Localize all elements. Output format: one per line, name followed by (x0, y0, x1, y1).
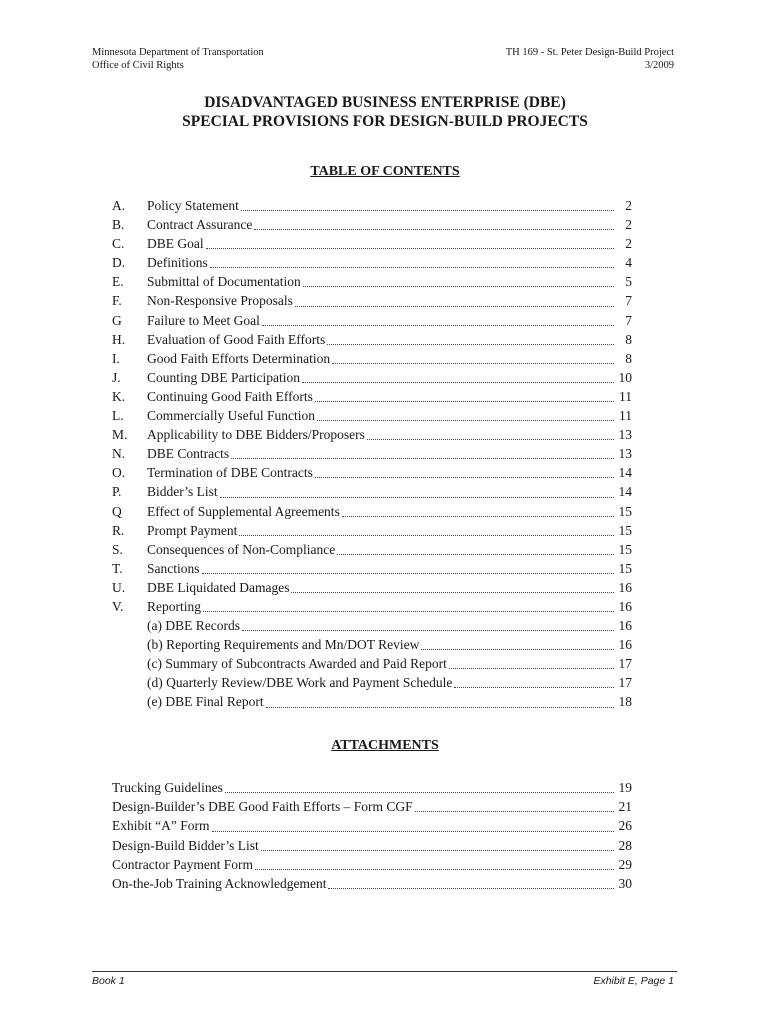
toc-entry-page: 14 (618, 484, 632, 500)
toc-entry-page: 4 (625, 255, 632, 271)
toc-entry-letter: B. (112, 217, 125, 233)
toc-entry-title: Applicability to DBE Bidders/Proposers (147, 427, 365, 443)
toc-dot-leader (421, 648, 614, 650)
toc-entry-title: Reporting (147, 598, 201, 614)
toc-sub-entry-page: 16 (618, 618, 632, 634)
toc-dot-leader (242, 629, 614, 631)
footer-divider (92, 971, 677, 972)
toc-entry-letter: U. (112, 579, 126, 595)
toc-entry[interactable] (112, 482, 632, 501)
attachment-page: 19 (618, 780, 632, 795)
toc-entry-title: Prompt Payment (147, 522, 238, 538)
toc-entry[interactable] (112, 349, 632, 368)
attachment-page: 26 (618, 818, 632, 834)
toc-entry-title: Counting DBE Participation (147, 369, 300, 385)
toc-dot-leader (454, 686, 614, 688)
toc-entry-page: 8 (625, 331, 632, 347)
toc-entry-page: 15 (618, 541, 632, 557)
toc-entry-letter: T. (112, 560, 123, 576)
toc-dot-leader (225, 791, 614, 793)
toc-entry-page: 11 (619, 388, 632, 404)
toc-entry-title: DBE Goal (147, 236, 204, 252)
attachment-entry[interactable] (112, 855, 632, 874)
toc-entry-letter: A. (112, 198, 126, 213)
toc-entry-title: Failure to Meet Goal (147, 312, 260, 328)
toc-entry-letter: Q (112, 503, 122, 519)
toc-entry-title: Consequences of Non-Compliance (147, 541, 336, 557)
toc-entry-page: 7 (625, 293, 632, 309)
toc-dot-leader (337, 553, 614, 555)
attachment-page: 28 (618, 837, 632, 853)
toc-entry[interactable] (112, 521, 632, 540)
toc-entry-title: DBE Contracts (147, 446, 230, 462)
toc-dot-leader (315, 400, 614, 402)
toc-dot-leader (315, 476, 614, 478)
toc-dot-leader (220, 496, 614, 498)
toc-sub-entry-title: (c) Summary of Subcontracts Awarded and Paid Report (147, 656, 447, 672)
toc-sub-entry[interactable] (112, 673, 632, 692)
toc-entry-page: 15 (618, 560, 632, 576)
attachment-title: Contractor Payment Form (112, 856, 253, 872)
toc-sub-entry-page: 16 (618, 637, 632, 653)
toc-entry-page: 16 (618, 598, 632, 614)
toc-sub-entry[interactable] (112, 616, 632, 635)
toc-sub-entry-title: (e) DBE Final Report (147, 694, 264, 710)
footer-book: Book 1 (92, 975, 125, 987)
toc-dot-leader (328, 887, 614, 889)
toc-entry[interactable] (112, 253, 632, 272)
toc-dot-leader (291, 591, 614, 593)
toc-dot-leader (206, 247, 614, 249)
toc-entry-letter: O. (112, 465, 126, 481)
toc-dot-leader (303, 285, 614, 287)
toc-entry-page: 7 (625, 312, 632, 328)
toc-entry-letter: S. (112, 541, 123, 557)
toc-dot-leader (212, 830, 615, 832)
toc-entry[interactable] (112, 463, 632, 482)
toc-dot-leader (231, 457, 614, 459)
toc-entry-page: 15 (618, 503, 632, 519)
toc-heading: TABLE OF CONTENTS (310, 164, 460, 179)
header-project: TH 169 - St. Peter Design-Build Project (505, 47, 674, 58)
toc-sub-entry-page: 17 (618, 656, 632, 672)
toc-entry-page: 2 (625, 217, 632, 233)
toc-entry-title: DBE Liquidated Damages (147, 579, 290, 595)
toc-entry-title: Evaluation of Good Faith Efforts (147, 331, 326, 347)
toc-entry-title: Sanctions (147, 560, 200, 576)
toc-entry-letter: K. (112, 388, 126, 404)
toc-entry-page: 13 (618, 446, 632, 462)
toc-dot-leader (302, 381, 614, 383)
toc-entry[interactable] (112, 502, 632, 521)
toc-dot-leader (254, 228, 614, 230)
toc-dot-leader (255, 868, 614, 870)
footer-page: Exhibit E, Page 1 (593, 975, 674, 987)
attachment-title: Trucking Guidelines (112, 780, 223, 795)
toc-entry-title: Non-Responsive Proposals (147, 293, 293, 309)
toc-dot-leader (415, 810, 614, 812)
toc-entry-letter: L. (112, 408, 124, 424)
document-title-line2: SPECIAL PROVISIONS FOR DESIGN-BUILD PROJECTS (182, 113, 588, 130)
toc-entry-page: 15 (618, 522, 632, 538)
attachment-title: On-the-Job Training Acknowledgement (112, 875, 327, 891)
toc-entry[interactable] (112, 368, 632, 387)
toc-dot-leader (202, 572, 615, 574)
toc-list (112, 196, 632, 712)
toc-entry[interactable] (112, 425, 632, 444)
toc-entry-title: Definitions (147, 255, 208, 271)
toc-sub-entry-page: 17 (618, 675, 632, 691)
toc-entry[interactable] (112, 196, 632, 215)
toc-entry-page: 2 (625, 236, 632, 252)
document-title-line1: DISADVANTAGED BUSINESS ENTERPRISE (DBE) (204, 94, 566, 111)
toc-entry-page: 10 (618, 369, 632, 385)
toc-entry[interactable] (112, 406, 632, 425)
toc-entry-title: Contract Assurance (147, 217, 253, 233)
toc-dot-leader (203, 610, 614, 612)
header-right (506, 46, 674, 72)
toc-entry[interactable] (112, 597, 632, 616)
attachment-page: 29 (618, 856, 632, 872)
toc-entry-title: Continuing Good Faith Efforts (147, 388, 313, 404)
toc-entry-letter: C. (112, 236, 125, 252)
header-date: 3/2009 (644, 60, 674, 71)
toc-entry-title: Submittal of Documentation (147, 274, 301, 290)
toc-entry-letter: V. (112, 598, 124, 614)
toc-entry-title: Commercially Useful Function (147, 408, 315, 424)
toc-dot-leader (449, 667, 614, 669)
toc-entry-letter: M. (112, 427, 128, 443)
toc-entry[interactable] (112, 540, 632, 559)
toc-entry-title: Effect of Supplemental Agreements (147, 503, 340, 519)
toc-entry-title: Good Faith Efforts Determination (147, 350, 331, 366)
toc-dot-leader (327, 343, 614, 345)
toc-sub-entry-page: 18 (618, 694, 632, 710)
toc-entry[interactable] (112, 272, 632, 291)
toc-dot-leader (239, 534, 614, 536)
toc-entry-page: 2 (625, 198, 632, 213)
toc-entry-letter: P. (112, 484, 122, 500)
toc-entry-letter: N. (112, 446, 126, 462)
toc-entry-title: Termination of DBE Contracts (147, 465, 313, 481)
attachment-page: 21 (618, 799, 632, 815)
toc-dot-leader (210, 266, 614, 268)
toc-sub-entry[interactable] (112, 654, 632, 673)
attachment-entry[interactable] (112, 778, 632, 797)
attachment-entry[interactable] (112, 836, 632, 855)
toc-entry-page: 14 (618, 465, 632, 481)
toc-sub-entry[interactable] (112, 692, 632, 711)
attachments-list (112, 778, 632, 893)
toc-sub-entry-title: (a) DBE Records (147, 618, 240, 634)
toc-dot-leader (342, 515, 614, 517)
toc-entry[interactable] (112, 559, 632, 578)
toc-sub-entry-title: (b) Reporting Requirements and Mn/DOT Review (147, 637, 420, 653)
toc-dot-leader (295, 305, 614, 307)
toc-entry-letter: H. (112, 331, 126, 347)
toc-entry[interactable] (112, 578, 632, 597)
toc-sub-entry-title: (d) Quarterly Review/DBE Work and Payment Schedule (147, 675, 453, 691)
toc-entry-letter: I. (112, 350, 120, 366)
attachment-entry[interactable] (112, 816, 632, 835)
toc-dot-leader (262, 324, 614, 326)
attachments-heading: ATTACHMENTS (331, 738, 439, 753)
attachment-title: Design-Builder’s DBE Good Faith Efforts – Form CGF (112, 799, 413, 815)
header-office: Office of Civil Rights (92, 60, 184, 71)
toc-entry[interactable] (112, 311, 632, 330)
toc-entry[interactable] (112, 444, 632, 463)
attachment-entry[interactable] (112, 797, 632, 816)
toc-entry[interactable] (112, 291, 632, 310)
toc-entry[interactable] (112, 387, 632, 406)
attachment-page: 30 (618, 875, 632, 891)
toc-entry-letter: D. (112, 255, 126, 271)
toc-entry-page: 5 (625, 274, 632, 290)
attachment-entry[interactable] (112, 874, 632, 893)
toc-entry[interactable] (112, 330, 632, 349)
toc-entry-page: 16 (618, 579, 632, 595)
toc-entry-letter: J. (112, 369, 121, 385)
toc-entry-letter: G (112, 312, 122, 328)
toc-entry-page: 13 (618, 427, 632, 443)
toc-entry-letter: F. (112, 293, 122, 309)
toc-dot-leader (261, 849, 614, 851)
toc-entry-letter: R. (112, 522, 125, 538)
toc-dot-leader (367, 438, 614, 440)
header-agency: Minnesota Department of Transportation (92, 47, 264, 58)
toc-dot-leader (317, 419, 614, 421)
toc-entry[interactable] (112, 215, 632, 234)
toc-entry-title: Bidder’s List (147, 484, 218, 500)
toc-entry-page: 11 (619, 408, 632, 424)
toc-entry-title: Policy Statement (147, 198, 239, 213)
header-left (92, 46, 264, 72)
attachment-title: Exhibit “A” Form (112, 818, 210, 834)
toc-dot-leader (332, 362, 614, 364)
toc-dot-leader (266, 706, 614, 708)
toc-sub-entry[interactable] (112, 635, 632, 654)
toc-entry-page: 8 (625, 350, 632, 366)
toc-entry-letter: E. (112, 274, 124, 290)
attachment-title: Design-Build Bidder’s List (112, 837, 259, 853)
toc-entry[interactable] (112, 234, 632, 253)
toc-dot-leader (241, 209, 614, 211)
